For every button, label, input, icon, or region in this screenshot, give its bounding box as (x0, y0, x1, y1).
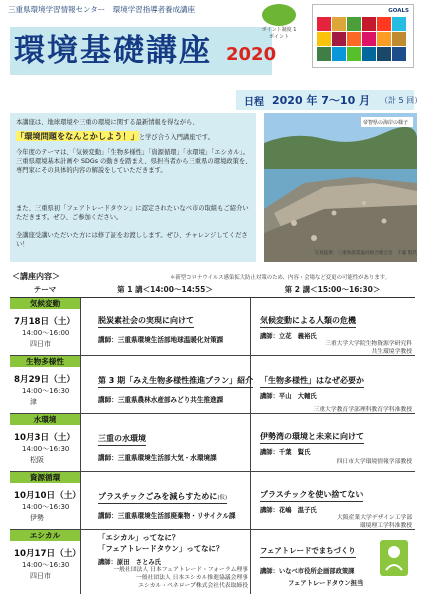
sdg-goal-tile (317, 47, 331, 61)
lecture-1-affiliation: 一般社団法人 日本フェアトレード・フォーラム理事 (113, 567, 248, 573)
fairtrade-town-icon (380, 540, 408, 576)
sdg-goal-tile (362, 47, 376, 61)
sdg-goal-tile (332, 32, 346, 46)
lecture-2-affiliation: 共生環境学教授 (371, 349, 412, 355)
lecture-2 (260, 482, 412, 530)
lecture-2 (260, 424, 412, 466)
session-place: 松阪 (30, 456, 44, 464)
lecture-1-title: 三重の水環境 (98, 433, 146, 446)
lecture-2-title: フェアトレードでまちづくり (260, 545, 356, 558)
lecture-1-title: 第 3 期「みえ生物多様性推進プラン」紹介 (98, 375, 253, 388)
theme-label: 生物多様性 (10, 356, 80, 367)
lecture-1 (98, 426, 248, 462)
table-row (10, 356, 415, 414)
sdg-goal-tile (362, 32, 376, 46)
lecture-2-speaker: 講師：いなべ市役所企画部政策課 (260, 568, 355, 575)
session-place: 伊勢 (30, 514, 44, 522)
sdg-goal-tile (392, 47, 406, 61)
session-place: 四日市 (30, 572, 51, 580)
lecture-1-speaker: 講師：三重県環境生活部廃棄物・リサイクル課 (98, 512, 236, 520)
sdg-goal-tile (332, 47, 346, 61)
session-time: 14:00〜16:30 (22, 561, 70, 569)
divider (250, 530, 251, 594)
coast-photo-image (264, 113, 417, 262)
table-row (10, 530, 415, 594)
lecture-2-affiliation: 大阪産業大学デザイン工学部 (337, 515, 412, 521)
lecture-2-affiliation: 四日市大学環境情報学部教授 (336, 459, 412, 465)
lecture-2-affiliation: 環境理工学科准教授 (359, 523, 412, 529)
organizer-line: 三重県環境学習情報センター 環境学習指導者養成講座 (8, 5, 196, 14)
lecture-2-title: 「生物多様性」はなぜ必要か (260, 375, 364, 388)
page-title: 環境基礎講座 (14, 33, 212, 69)
sdg-goal-tile (347, 32, 361, 46)
sdg-goal-tile (362, 17, 376, 31)
col-header-lecture-1: 第 1 講＜14:00〜14:55＞ (80, 283, 250, 298)
session-time: 14:00〜16:30 (22, 503, 70, 511)
sdg-goal-tile (392, 32, 406, 46)
lecture-1-title: 脱炭素社会の実現に向けて (98, 315, 194, 328)
lecture-2-title: 伊勢湾の環境と未来に向けて (260, 431, 364, 444)
sdgs-logo (312, 4, 414, 68)
lecture-1-speaker: 講師：三重県環境生活部大気・水環境課 (98, 454, 217, 462)
cloud-icon (262, 4, 296, 26)
intro-highlight (16, 131, 214, 142)
session-time: 14:00〜16:30 (22, 445, 70, 453)
sdg-goal-tile (377, 47, 391, 61)
lecture-2-affiliation: 三重大学教育学部理科教育学科准教授 (313, 407, 412, 413)
divider (250, 298, 251, 355)
table-row (10, 298, 415, 356)
section-note: ＊新型コロナウイルス感染拡大防止対策のため、内容・会場など変更の可能性があります。 (170, 275, 391, 281)
sdg-goal-tile (332, 17, 346, 31)
col-header-lecture-2: 第 2 講＜15:00〜16:30＞ (250, 283, 415, 298)
intro-box (10, 113, 256, 262)
lecture-2-speaker: 講師：花嶋 温子氏 (260, 507, 317, 514)
session-date: 8月29日（土） (14, 375, 75, 385)
lecture-2-speaker: 講師：平山 大輔氏 (260, 393, 317, 400)
lecture-2 (260, 308, 412, 356)
divider (80, 530, 81, 594)
sdg-goal-tile (317, 17, 331, 31)
theme-label: 資源循環 (10, 472, 80, 483)
lecture-1-title-2: 「フェアトレードタウン」ってなに？ (98, 544, 224, 553)
coast-photo (264, 113, 417, 262)
lecture-2-speaker: 講師：立花 義裕氏 (260, 333, 317, 340)
session-date: 7月18日（土） (14, 317, 75, 327)
col-header-theme: テーマ (10, 283, 80, 298)
sdg-goal-tile (347, 47, 361, 61)
point-badge (260, 4, 298, 48)
sdg-goal-tile (377, 32, 391, 46)
intro-paragraph-2: 今年度のテーマは、「気候変動」「生物多様性」「資源循環」「水環境」「エシカル」。三重県環境基本計画や SDGs の動きを踏まえ、県担当者から三重県の環境政策を、専門家にその具体的内容の解説をしていただきます。 (16, 149, 252, 174)
lecture-table (10, 283, 415, 595)
theme-label: 水環境 (10, 414, 80, 425)
divider (80, 356, 81, 413)
session-date: 10月17日（土） (14, 549, 81, 559)
lecture-1-speaker: 講師：原田 さとみ氏 (98, 559, 161, 566)
lecture-1-affiliation: 一般社団法人 日本エシカル推進協議会理事 (136, 575, 248, 581)
title-year: 2020 (226, 44, 277, 65)
intro-paragraph-3: また、三重県初「フェアトレードタウン」に認定されたいなべ市の取組もご紹介いただきます。ぜひ、ご参加ください。 (16, 205, 249, 221)
schedule-label: 日程 (244, 97, 264, 108)
schedule-value: 2020 年 7〜10 月 (272, 94, 371, 107)
session-date: 10月3日（土） (14, 433, 75, 443)
lecture-1 (98, 484, 248, 520)
intro-paragraph-1: 本講座は、地球環境や三重の環境に関する最新情報を得ながら、 (16, 119, 199, 126)
divider (250, 414, 251, 471)
lecture-1-title-wrap (98, 491, 227, 504)
session-time: 14:00〜16:30 (22, 387, 70, 395)
lecture-1 (98, 368, 254, 404)
lecture-1-tag: (仮) (217, 495, 228, 501)
sdg-goal-tile (317, 32, 331, 46)
schedule-sessions: （計 5 回） (380, 96, 423, 105)
lecture-2-speaker: 講師：千葉 賢氏 (260, 449, 311, 456)
lecture-1-speaker: 講師：三重県環境生活部地球温暖化対策課 (98, 336, 224, 344)
sdgs-goal-tiles (317, 17, 406, 61)
lecture-2-affiliation: 三重大学大学院生物資源学研究科 (325, 341, 412, 347)
lecture-2-title: 気候変動による人類の危機 (260, 315, 356, 328)
session-place: 四日市 (30, 340, 51, 348)
divider (80, 414, 81, 471)
lecture-1 (98, 308, 248, 344)
table-row (10, 414, 415, 472)
photo-label: 帝智県の海岸の様子 (363, 120, 409, 126)
lecture-1-title: プラスチックごみを減らすために (98, 492, 218, 501)
lecture-1-speaker: 講師：三重県農林水産部みどり共生推進課 (98, 396, 224, 404)
lecture-2 (260, 368, 412, 414)
lecture-2-speaker-sub: フェアトレードタウン担当 (288, 580, 364, 587)
divider (80, 472, 81, 529)
session-time: 14:00〜16:00 (22, 329, 70, 337)
divider (80, 298, 81, 355)
session-place: 津 (30, 398, 37, 406)
lecture-2-title: プラスチックを使い捨てない (260, 489, 363, 502)
intro-highlight-tail: と学び合う入門講座です。 (138, 134, 214, 141)
lecture-1 (98, 532, 248, 590)
lecture-1-affiliation: エシカル・ペネロープ株式会社代表取締役 (138, 583, 248, 589)
table-row (10, 472, 415, 530)
divider (250, 472, 251, 529)
theme-label: エシカル (10, 530, 80, 541)
lecture-1-title: 「エシカル」ってなに？ (98, 533, 180, 542)
intro-paragraph-4: 全講座受講いただいた方には修了証をお渡しします。ぜひ、チャレンジしてください！ (16, 232, 248, 248)
sdg-goal-tile (347, 17, 361, 31)
session-date: 10月10日（土） (14, 491, 81, 501)
sdg-goal-tile (377, 17, 391, 31)
sdgs-goals-label: GOALS (388, 8, 409, 14)
intro-highlight-text: 「環境問題をなんとかしよう！」 (16, 131, 139, 141)
theme-label: 気候変動 (10, 298, 80, 309)
section-heading: ＜講座内容＞ (12, 272, 60, 281)
point-badge-label: ポイント制度 1 ポイント (261, 27, 297, 40)
sdg-goal-tile (392, 17, 406, 31)
photo-caption: 写真提供：三重県漁業協同組合連合会 千葉 賢氏 (314, 251, 417, 256)
